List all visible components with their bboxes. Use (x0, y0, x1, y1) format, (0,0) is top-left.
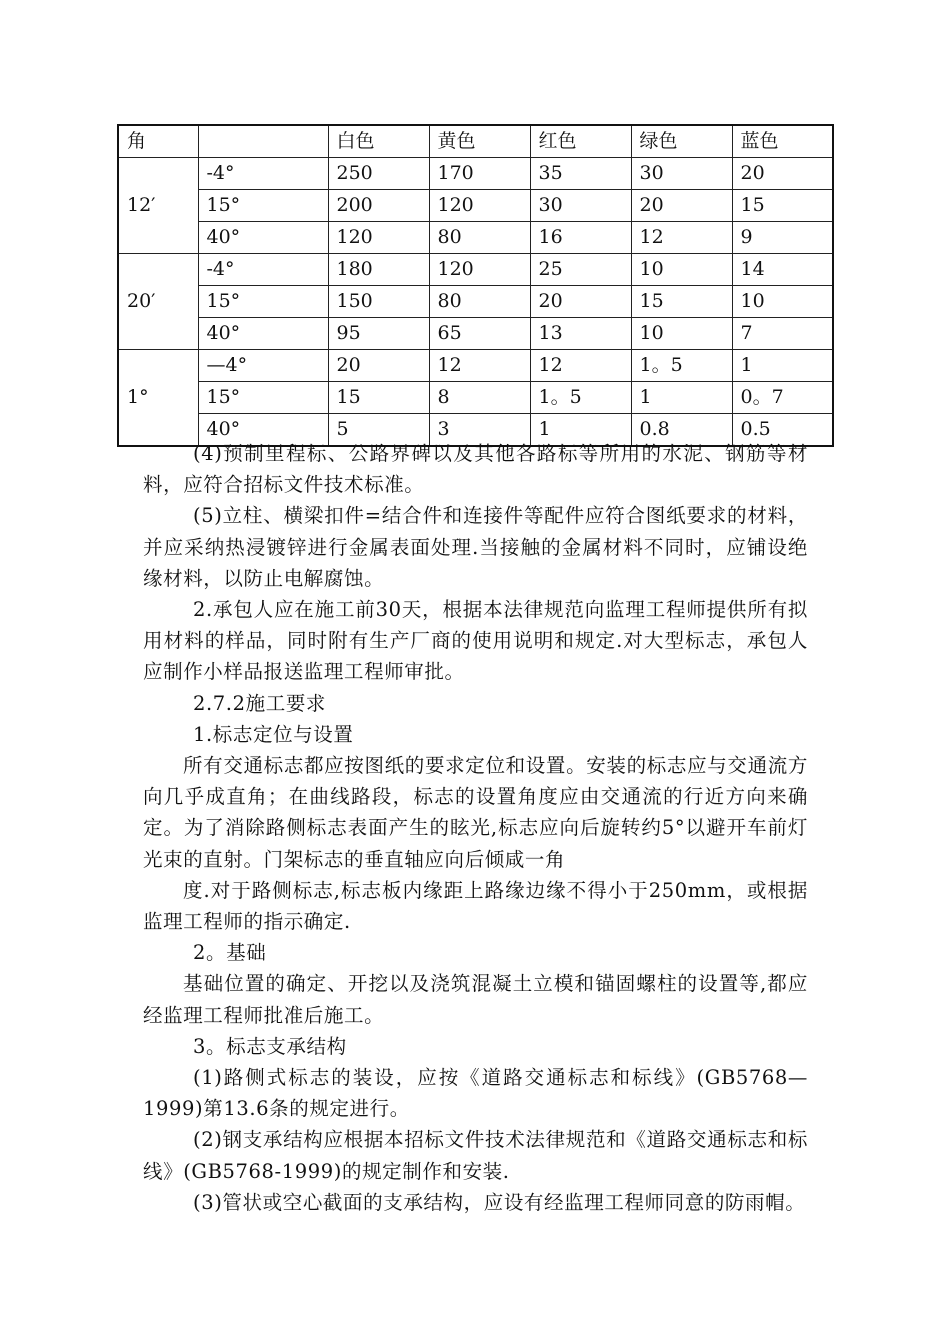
table-cell: 12 (530, 350, 631, 382)
table-cell: 95 (328, 318, 429, 350)
table-cell: 40° (198, 318, 328, 350)
table-cell: 15° (198, 190, 328, 222)
table-cell: 120 (429, 254, 530, 286)
table-row (118, 254, 833, 286)
header-cell: 绿色 (631, 125, 732, 158)
paragraph: 所有交通标志都应按图纸的要求定位和设置。安装的标志应与交通流方向几乎成直角；在曲线路段，标志的设置角度应由交通流的行近方向来确定。为了消除路侧标志表面产生的眩光,标志应向后旋转约5°以避开车前灯光束的直射。门架标志的垂直轴应向后倾咸一角 (143, 754, 808, 871)
table-cell: 150 (328, 286, 429, 318)
table-cell: 1。5 (530, 382, 631, 414)
table-cell: 7 (732, 318, 833, 350)
paragraph: 基础位置的确定、开挖以及浇筑混凝土立模和锚固螺柱的设置等,都应经监理工程师批准后施工。 (143, 972, 808, 1027)
table-cell: 170 (429, 158, 530, 190)
retroreflection-table (117, 124, 834, 447)
table-cell: 1 (631, 382, 732, 414)
header-cell: 蓝色 (732, 125, 833, 158)
table-row (118, 350, 833, 382)
paragraph: (5)立柱、横梁扣件=结合件和连接件等配件应符合图纸要求的材料，并应采纳热浸镀锌进行金属表面处理.当接触的金属材料不同时，应铺设绝缘材料，以防止电解腐蚀。 (143, 504, 808, 590)
table-row (118, 222, 833, 254)
table-cell: 15 (328, 382, 429, 414)
header-cell (198, 125, 328, 158)
table-cell: 40° (198, 222, 328, 254)
table-cell: 5 (328, 414, 429, 447)
table-row (118, 190, 833, 222)
table-cell: 12 (631, 222, 732, 254)
table-cell: -4° (198, 254, 328, 286)
table-row (118, 158, 833, 190)
table-cell: 80 (429, 286, 530, 318)
table-cell: 15° (198, 286, 328, 318)
table-header-row (118, 125, 833, 158)
subsection-heading: 1.标志定位与设置 (193, 722, 354, 746)
table-cell: 13 (530, 318, 631, 350)
table-cell: 0。7 (732, 382, 833, 414)
table-cell: 40° (198, 414, 328, 447)
table-cell: 250 (328, 158, 429, 190)
table-row (118, 382, 833, 414)
paragraph: (2)钢支承结构应根据本招标文件技术法律规范和《道路交通标志和标线》(GB5768-1999)的规定制作和安装. (143, 1128, 808, 1183)
table-cell: 10 (732, 286, 833, 318)
table-cell: 200 (328, 190, 429, 222)
paragraph: 2.承包人应在施工前30天，根据本法律规范向监理工程师提供所有拟用材料的样品，同时附有生产厂商的使用说明和规定.对大型标志，承包人应制作小样品报送监理工程师审批。 (143, 598, 808, 684)
table-cell: 20 (631, 190, 732, 222)
subsection-heading: 2。基础 (193, 941, 267, 965)
table-cell: —4° (198, 350, 328, 382)
table-cell: 1 (530, 414, 631, 447)
header-cell: 角 (118, 125, 198, 158)
table-cell: 35 (530, 158, 631, 190)
table-cell: 10 (631, 254, 732, 286)
table-cell: 120 (328, 222, 429, 254)
table-cell: 14 (732, 254, 833, 286)
paragraph: 度.对于路侧标志,标志板内缘距上路缘边缘不得小于250mm，或根据监理工程师的指示确定. (143, 878, 808, 934)
subsection-heading: 3。标志支承结构 (193, 1034, 347, 1058)
angle-group-cell: 12′ (118, 158, 198, 254)
table-cell: 1 (732, 350, 833, 382)
table-cell: 8 (429, 382, 530, 414)
section-heading: 2.7.2施工要求 (193, 691, 327, 715)
table-cell: 1。5 (631, 350, 732, 382)
table-cell: 120 (429, 190, 530, 222)
header-cell: 红色 (530, 125, 631, 158)
angle-group-cell: 1° (118, 350, 198, 447)
table-cell: 180 (328, 254, 429, 286)
paragraph: (1)路侧式标志的装设，应按《道路交通标志和标线》(GB5768—1999)第13.6条的规定进行。 (143, 1066, 808, 1121)
table-cell: 12 (429, 350, 530, 382)
table-cell: 3 (429, 414, 530, 447)
table-cell: 30 (631, 158, 732, 190)
table-row (118, 318, 833, 350)
table-cell: 25 (530, 254, 631, 286)
table-cell: 15° (198, 382, 328, 414)
table-cell: -4° (198, 158, 328, 190)
table-row (118, 286, 833, 318)
table-cell: 0.8 (631, 414, 732, 447)
table-cell: 10 (631, 318, 732, 350)
body-text (143, 438, 808, 1218)
table-cell: 65 (429, 318, 530, 350)
header-cell: 黄色 (429, 125, 530, 158)
table-cell: 0.5 (732, 414, 833, 447)
table-cell: 20 (732, 158, 833, 190)
table-cell: 20 (530, 286, 631, 318)
table-cell: 20 (328, 350, 429, 382)
paragraph: (4)预制里程标、公路界碑以及其他各路标等所用的水泥、钢筋等材料，应符合招标文件技术标准。 (143, 442, 808, 497)
paragraph: (3)管状或空心截面的支承结构，应设有经监理工程师同意的防雨帽。 (193, 1190, 806, 1214)
header-cell: 白色 (328, 125, 429, 158)
table-cell: 15 (732, 190, 833, 222)
table-cell: 15 (631, 286, 732, 318)
angle-group-cell: 20′ (118, 254, 198, 350)
table-cell: 16 (530, 222, 631, 254)
table-cell: 80 (429, 222, 530, 254)
table-cell: 9 (732, 222, 833, 254)
table-cell: 30 (530, 190, 631, 222)
